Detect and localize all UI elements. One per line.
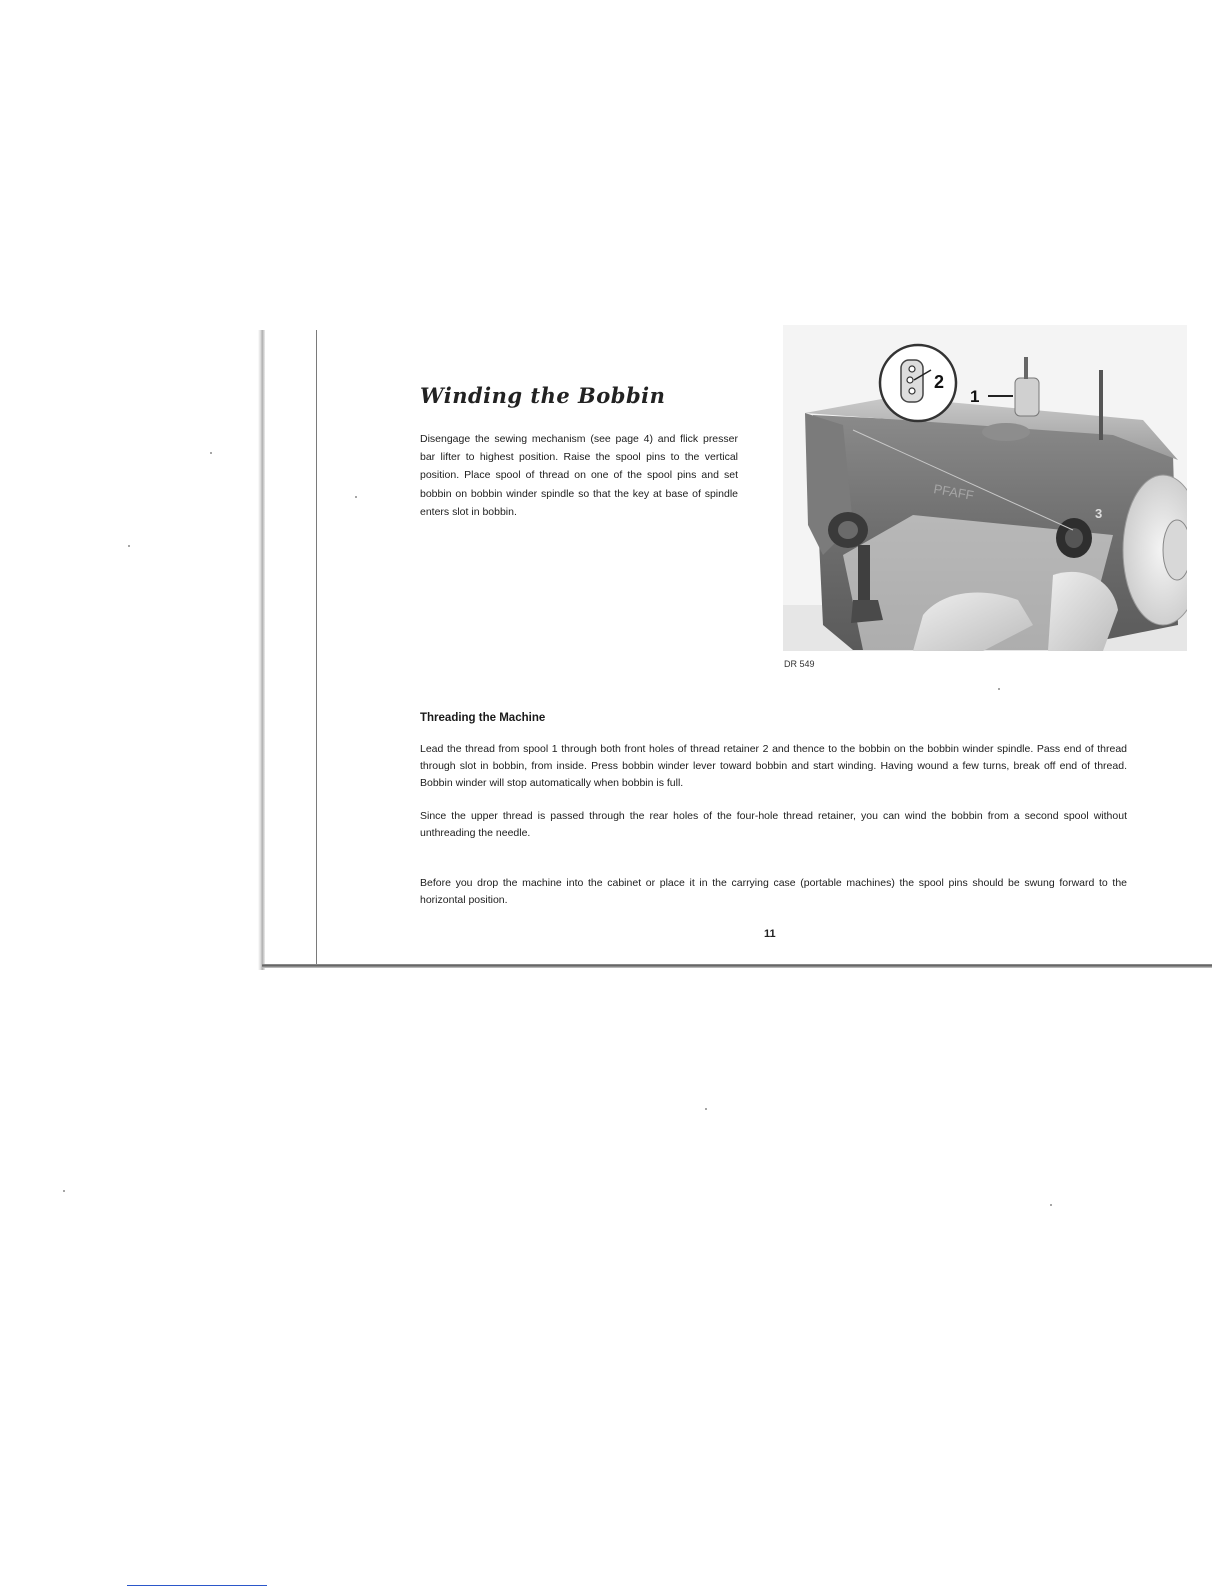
scan-speck bbox=[705, 1108, 707, 1110]
scan-speck bbox=[128, 545, 130, 547]
scan-speck bbox=[1050, 1204, 1052, 1206]
brand-text: PFAFF bbox=[932, 481, 975, 503]
callout-1: 1 bbox=[970, 387, 980, 406]
figure-caption: DR 549 bbox=[784, 659, 815, 669]
left-margin-rule bbox=[316, 330, 317, 968]
section-title: Threading the Machine bbox=[420, 712, 546, 724]
scan-speck bbox=[998, 688, 1000, 690]
scan-speck bbox=[63, 1190, 65, 1192]
threading-paragraph-2: Since the upper thread is passed through the rear holes of the four-hole thread retainer, you can wind the bobbin from a second spool without unthreading the needle. bbox=[420, 810, 1127, 839]
callout-2: 2 bbox=[934, 372, 945, 392]
threading-paragraph-1: Lead the thread from spool 1 through both front holes of thread retainer 2 and thence to the bobbin on the bobbin winder spindle. Pass end of thread through slot in bobbin, from inside. Press bobbin winder lever toward bobbin and start winding. Having wound a few turns, break off end of thread. Bobbin winder will stop automatically when bobbin is full. bbox=[420, 743, 1127, 789]
page-heading: Winding the Bobbin bbox=[420, 383, 666, 408]
scan-binding-edge bbox=[258, 330, 265, 970]
threading-paragraph-3: Before you drop the machine into the cabinet or place it in the carrying case (portable machines) the spool pins should be swung forward to the horizontal position. bbox=[420, 877, 1127, 906]
scan-speck bbox=[355, 496, 357, 498]
callout-3: 3 bbox=[1095, 506, 1103, 521]
bottom-border-rule bbox=[262, 964, 1212, 968]
page-number: 11 bbox=[764, 928, 776, 940]
scan-speck bbox=[210, 452, 212, 454]
intro-paragraph: Disengage the sewing mechanism (see page 4) and flick presser bar lifter to highest position. Raise the spool pins to the vertical position. Place spool of thread on one of the spool pins and set bobbin on bobbin winder spindle so that the key at base of spindle enters slot in bobbin. bbox=[420, 433, 738, 518]
sewing-machine-photo bbox=[783, 325, 1187, 651]
